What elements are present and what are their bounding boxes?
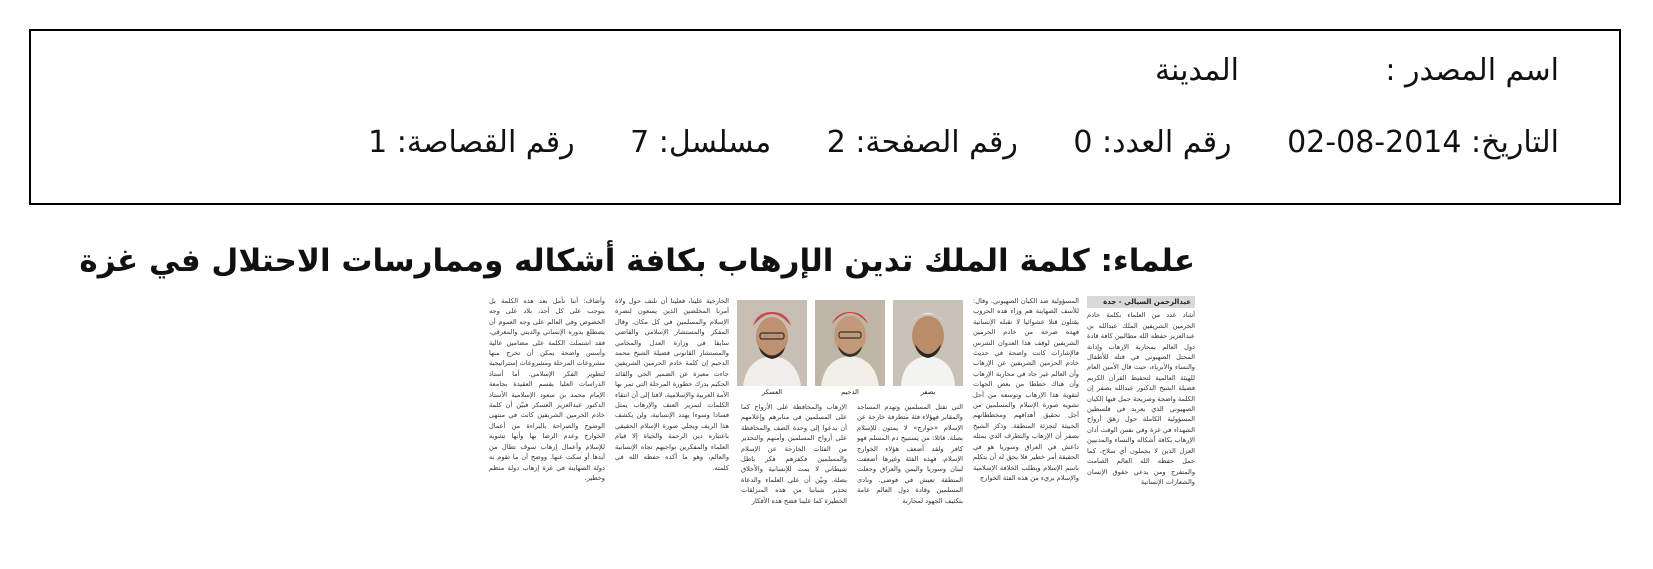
article-column-3: [857, 402, 963, 546]
newspaper-clipping: [79, 238, 1195, 548]
article-byline: عبدالرحمن السيالي - جدة: [1087, 296, 1195, 308]
article-column-6: [489, 296, 605, 546]
clipping-number-field: رقم القصاصة: 1: [368, 125, 575, 160]
serial-field: مسلسل: 7: [630, 125, 772, 160]
portrait-photo-2: [815, 300, 885, 386]
source-label: اسم المصدر :: [1385, 53, 1559, 88]
article-column-4: [741, 402, 847, 546]
column-text: التي تقتل المسلمين وتهدم المساجد والمقابر فهؤلاء فئة متطرفة خارجة عن الإسلام «خوارج» لا يمتون للإسلام بصلة. قائلا: من يستبيح دم المسلم فهو كافر ولقد أضعف هؤلاء الخوارج الإسلام، فهذه الفئة وغيرها أضعفت لبنان وسوريا واليمن والعراق وجعلت المنطقة تعيش في فوضى. ونادى المسلمين وقادة دول العالم عامة بتكثيف الجهود لمحاربة: [857, 403, 963, 505]
portrait-photo-1: [893, 300, 963, 386]
issue-field: رقم العدد: 0: [1073, 125, 1232, 160]
portrait-photo-3: [737, 300, 807, 386]
portrait-caption-2: الدحيم: [841, 388, 859, 396]
column-text: الخارجية علينا، فعلينا أن نلتف حول ولاة أمرنا المخلصين الذين يسعون لنصرة الإسلام والمسلمين في كل مكان. وقال المفكر والمستشار الإسلامي والقاضي سابقا في وزارة العدل والمحامي والمستشار القانوني فضيلة الشيخ محمد الدحيم إن كلمة خادم الحرمين الشريفين جاءت معبرة عن الضمير الحي والقائد الحكيم يدرك خطورة المرحلة التي تمر بها الأمة العربية والإسلامية، لافتا إلى أن انتقاء الكلمات لتمرير العنف والإرهاب يمثل فسادا وسوءا يهدد الإنسانية، ولن يكشف هذا الزيف ويجلي صورة الإسلام الحقيقي باعتباره دين الرحمة والحياة إلا قيام العلماء والمفكرين بواجبهم تجاه الإنسانية والعالم، وهو ما أكده حفظه الله في كلمته.: [615, 297, 729, 472]
column-text: المسؤولية ضد الكيان الصهيوني. وقال: للأسف الصهاينة هم وراء هذه الحروب يقتلون قتلا عشوائيا لا تقبله الإنسانية فهذه صرخة من خادم الحرمين الشريفين لوقف هذا العدوان الشرس فالإشارات كانت واضحة في حديث خادم الحرمين الشريفين عن الإرهاب وأن العالم غير جاد في محاربة الإرهاب وأن هناك خططا من بعض الجهات لتقوية هذا الإرهاب وتوسعه من أجل تشويه صورة الإسلام والمسلمين من أجل تحقيق أهدافهم ومخططاتهم الخبيثة لتجزئة المنطقة. وذكر الشيخ بصفر أن الإرهاب والتطرف الذي يمثله داعش في العراق وسوريا هو في الحقيقة أمر خطير فلا يحق له أن يتكلم باسم الإسلام ويطلب الخلافة الإسلامية والإسلام بريء من هذه الفئة الخوارج: [973, 297, 1079, 482]
portrait-caption-1: بصفر: [920, 388, 936, 396]
article-column-5: [615, 296, 729, 546]
article-headline: علماء: كلمة الملك تدين الإرهاب بكافة أشكاله وممارسات الاحتلال في غزة: [79, 243, 1195, 279]
column-text: الإرهاب والمحافظة على الأرواح كما على المسلمين في منابرهم وإعلامهم أن يدعوا إلى وحدة الصف والمحافظة على أرواح المسلمين وأمنهم والتحذير من الفئات الخارجة عن الإسلام والمسلمين فكفرهم فكر باطل شيطاني لا يمت للإنسانية والأخلاق بصلة. وبيّن أن على العلماء والدعاة تحذير شبابنا من هذه المنزلقات الخطيرة كما علينا فضح هذه الأفكار: [741, 403, 847, 505]
article-column-2: [973, 296, 1079, 546]
date-field: التاريخ: 2014-08-02: [1287, 125, 1559, 160]
clipping-header: [29, 29, 1621, 205]
portrait-caption-3: العسكر: [761, 388, 783, 396]
page-field: رقم الصفحة: 2: [826, 125, 1018, 160]
meta-line: [322, 125, 1559, 160]
article-column-1: [1087, 296, 1195, 546]
source-value: المدينة: [1154, 53, 1239, 88]
column-text: وأضاف: أننا نأمل بعد هذه الكلمة بل يتوجب على كل أحد، بلاد على وجه الخصوص وفي العالم على وجه العموم أن يضطلع بدوره الإنساني والديني والمعرفي، فقد اشتملت الكلمة على مضامين عالية وأسس واضحة يمكن أن تخرج منها مشروعات المرحلة ومشروعات إستراتيجية لتطوير الفكر الإسلامي. أما أستاذ الدراسات العليا بقسم العقيدة بجامعة الإمام محمد بن سعود الإسلامية الأستاذ الدكتور عبدالعزيز العسكر فبيّن أن كلمة خادم الحرمين الشريفين كانت في منتهى الوضوح والصراحة بالبراءة من أعمال الخوارج وعدم الرضا بها وأنها تشويه للإسلام وأعمال إرهاب سوف تطال من أيدها أو سكت عنها. ووضح أن ما تقوم به دولة الصهاينة في غزة إرهاب دولة منظم وخطير.: [489, 297, 605, 482]
column-text: أشاد عدد من العلماء بكلمة خادم الحرمين الشريفين الملك عبدالله بن عبدالعزيز حفظه الله مطالبين كافة قادة دول العالم بمحاربة الإرهاب وإدانة المحتل الصهيوني في قتله للأطفال والنساء والأبرياء، حيث قال الأمين العام للهيئة العالمية لتحفيظ القرآن الكريم فضيلة الشيخ الدكتور عبدالله بصفر إن الكلمة واضحة وصريحة حمل فيها الكيان الصهيوني الذي يعربد في فلسطين المسؤولية الكاملة حول زهق أرواح الشهداء في غزة وفي نفس الوقت أدان الإرهاب بكافة أشكاله والنساء والمدنيين العزل الذين لا يحملون أي سلاح، كما حمل حفظه الله العالم الصامت والمتفرج ومن يدعي حقوق الإنسان والشعارات الإنسانية: [1087, 311, 1195, 486]
